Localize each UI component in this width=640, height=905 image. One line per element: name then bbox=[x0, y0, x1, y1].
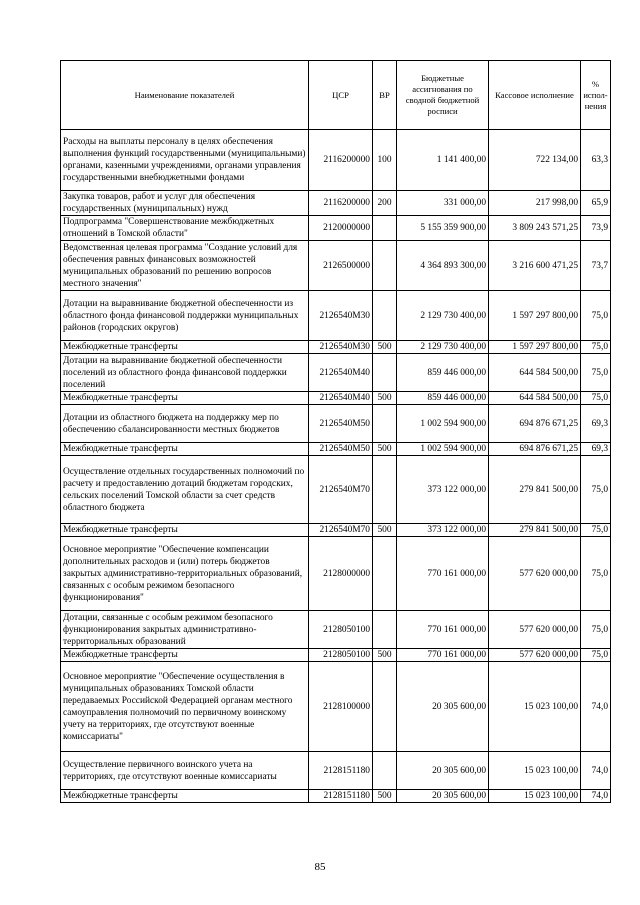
row-allocations: 1 141 400,00 bbox=[397, 130, 489, 191]
row-cash: 15 023 100,00 bbox=[489, 790, 581, 803]
table-row bbox=[61, 405, 611, 443]
row-cash: 279 841 500,00 bbox=[489, 456, 581, 524]
row-name: Основное мероприятие "Обеспечение осуществления в муниципальных образованиях Томской области передаваемых Российской Федерацией органам местного самоуправления полномочий по первичному воинскому учету на территориях, где отсутствуют военные комиссариаты" bbox=[61, 662, 309, 752]
row-percent: 74,0 bbox=[581, 790, 611, 803]
row-name: Межбюджетные трансферты bbox=[61, 341, 309, 354]
row-vr bbox=[373, 354, 397, 392]
row-vr: 500 bbox=[373, 341, 397, 354]
row-vr bbox=[373, 405, 397, 443]
row-percent: 65,9 bbox=[581, 191, 611, 216]
table-row bbox=[61, 216, 611, 241]
row-csr: 2126540М40 bbox=[309, 354, 373, 392]
row-allocations: 770 161 000,00 bbox=[397, 649, 489, 662]
row-csr: 2128000000 bbox=[309, 537, 373, 611]
row-percent: 74,0 bbox=[581, 662, 611, 752]
row-allocations: 859 446 000,00 bbox=[397, 354, 489, 392]
row-allocations: 331 000,00 bbox=[397, 191, 489, 216]
row-percent: 73,9 bbox=[581, 216, 611, 241]
row-csr: 2126540М70 bbox=[309, 456, 373, 524]
row-allocations: 373 122 000,00 bbox=[397, 524, 489, 537]
row-name: Закупка товаров, работ и услуг для обеспечения государственных (муниципальных) нужд bbox=[61, 191, 309, 216]
row-cash: 577 620 000,00 bbox=[489, 611, 581, 649]
row-csr: 2126500000 bbox=[309, 241, 373, 291]
table-row bbox=[61, 752, 611, 790]
row-cash: 1 597 297 800,00 bbox=[489, 291, 581, 341]
row-name: Межбюджетные трансферты bbox=[61, 790, 309, 803]
row-percent: 63,3 bbox=[581, 130, 611, 191]
row-vr: 200 bbox=[373, 191, 397, 216]
row-vr: 500 bbox=[373, 790, 397, 803]
row-allocations: 20 305 600,00 bbox=[397, 662, 489, 752]
row-cash: 644 584 500,00 bbox=[489, 392, 581, 405]
row-percent: 73,7 bbox=[581, 241, 611, 291]
row-percent: 74,0 bbox=[581, 752, 611, 790]
row-name: Дотации на выравнивание бюджетной обеспеченности из областного фонда финансовой поддержки муниципальных районов (городских округов) bbox=[61, 291, 309, 341]
header-vr: ВР bbox=[373, 61, 397, 130]
row-vr bbox=[373, 291, 397, 341]
row-vr bbox=[373, 456, 397, 524]
table-row bbox=[61, 790, 611, 803]
header-cash: Кассовое исполнение bbox=[489, 61, 581, 130]
row-cash: 15 023 100,00 bbox=[489, 752, 581, 790]
row-cash: 279 841 500,00 bbox=[489, 524, 581, 537]
row-allocations: 859 446 000,00 bbox=[397, 392, 489, 405]
table-row bbox=[61, 611, 611, 649]
row-percent: 69,3 bbox=[581, 405, 611, 443]
row-csr: 2128050100 bbox=[309, 611, 373, 649]
row-name: Межбюджетные трансферты bbox=[61, 649, 309, 662]
row-csr: 2116200000 bbox=[309, 191, 373, 216]
row-name: Дотации из областного бюджета на поддержку мер по обеспечению сбалансированности местных бюджетов bbox=[61, 405, 309, 443]
row-allocations: 770 161 000,00 bbox=[397, 537, 489, 611]
table-row bbox=[61, 443, 611, 456]
table-row bbox=[61, 392, 611, 405]
row-allocations: 5 155 359 900,00 bbox=[397, 216, 489, 241]
row-allocations: 2 129 730 400,00 bbox=[397, 291, 489, 341]
header-allocations: Бюджетные ассигнования по сводной бюджетной росписи bbox=[397, 61, 489, 130]
row-percent: 75,0 bbox=[581, 649, 611, 662]
table-row bbox=[61, 537, 611, 611]
row-vr: 500 bbox=[373, 524, 397, 537]
row-allocations: 20 305 600,00 bbox=[397, 790, 489, 803]
row-name: Межбюджетные трансферты bbox=[61, 443, 309, 456]
table-row bbox=[61, 291, 611, 341]
row-name: Дотации, связанные с особым режимом безопасного функционирования закрытых административно-территориальных образований bbox=[61, 611, 309, 649]
row-name: Подпрограмма "Совершенствование межбюджетных отношений в Томской области" bbox=[61, 216, 309, 241]
row-cash: 722 134,00 bbox=[489, 130, 581, 191]
budget-execution-table bbox=[60, 60, 611, 803]
row-allocations: 2 129 730 400,00 bbox=[397, 341, 489, 354]
table-row bbox=[61, 241, 611, 291]
row-allocations: 373 122 000,00 bbox=[397, 456, 489, 524]
row-csr: 2126540М30 bbox=[309, 291, 373, 341]
row-percent: 75,0 bbox=[581, 341, 611, 354]
row-csr: 2126540М40 bbox=[309, 392, 373, 405]
row-csr: 2116200000 bbox=[309, 130, 373, 191]
row-cash: 577 620 000,00 bbox=[489, 537, 581, 611]
row-allocations: 4 364 893 300,00 bbox=[397, 241, 489, 291]
row-name: Межбюджетные трансферты bbox=[61, 524, 309, 537]
row-allocations: 1 002 594 900,00 bbox=[397, 443, 489, 456]
table-row bbox=[61, 191, 611, 216]
row-cash: 694 876 671,25 bbox=[489, 443, 581, 456]
row-cash: 644 584 500,00 bbox=[489, 354, 581, 392]
row-vr bbox=[373, 611, 397, 649]
row-csr: 2126540М50 bbox=[309, 443, 373, 456]
page-number: 85 bbox=[314, 861, 326, 873]
row-percent: 75,0 bbox=[581, 524, 611, 537]
row-csr: 2126540М70 bbox=[309, 524, 373, 537]
row-csr: 2120000000 bbox=[309, 216, 373, 241]
row-percent: 75,0 bbox=[581, 392, 611, 405]
row-percent: 75,0 bbox=[581, 611, 611, 649]
table-row bbox=[61, 524, 611, 537]
row-cash: 577 620 000,00 bbox=[489, 649, 581, 662]
row-percent: 75,0 bbox=[581, 354, 611, 392]
row-csr: 2126540М50 bbox=[309, 405, 373, 443]
row-percent: 69,3 bbox=[581, 443, 611, 456]
row-allocations: 1 002 594 900,00 bbox=[397, 405, 489, 443]
row-percent: 75,0 bbox=[581, 537, 611, 611]
row-cash: 3 216 600 471,25 bbox=[489, 241, 581, 291]
header-csr: ЦСР bbox=[309, 61, 373, 130]
row-csr: 2128151180 bbox=[309, 752, 373, 790]
row-vr bbox=[373, 216, 397, 241]
row-csr: 2126540М30 bbox=[309, 341, 373, 354]
row-allocations: 20 305 600,00 bbox=[397, 752, 489, 790]
row-percent: 75,0 bbox=[581, 291, 611, 341]
table-row bbox=[61, 662, 611, 752]
row-name: Расходы на выплаты персоналу в целях обеспечения выполнения функций государственными (муниципальными) органами, казенными учреждениями, органами управления государственными внебюджетными фондами bbox=[61, 130, 309, 191]
row-csr: 2128151180 bbox=[309, 790, 373, 803]
row-name: Дотации на выравнивание бюджетной обеспеченности поселений из областного фонда финансовой поддержки поселений bbox=[61, 354, 309, 392]
row-vr bbox=[373, 752, 397, 790]
row-name: Основное мероприятие "Обеспечение компенсации дополнительных расходов и (или) потерь бюджетов закрытых административно-территориальных образований, связанных с особым режимом безопасного функционирования" bbox=[61, 537, 309, 611]
row-vr: 100 bbox=[373, 130, 397, 191]
row-vr bbox=[373, 241, 397, 291]
table-header-row bbox=[61, 61, 611, 130]
row-name: Ведомственная целевая программа "Создание условий для обеспечения равных финансовых возможностей муниципальных образований по решению вопросов местного значения" bbox=[61, 241, 309, 291]
row-vr: 500 bbox=[373, 649, 397, 662]
row-percent: 75,0 bbox=[581, 456, 611, 524]
table-row bbox=[61, 649, 611, 662]
header-percent: % испол-нения bbox=[581, 61, 611, 130]
row-vr: 500 bbox=[373, 443, 397, 456]
row-cash: 15 023 100,00 bbox=[489, 662, 581, 752]
row-cash: 694 876 671,25 bbox=[489, 405, 581, 443]
row-vr: 500 bbox=[373, 392, 397, 405]
table-row bbox=[61, 456, 611, 524]
row-name: Межбюджетные трансферты bbox=[61, 392, 309, 405]
row-vr bbox=[373, 662, 397, 752]
table-row bbox=[61, 130, 611, 191]
table-row bbox=[61, 354, 611, 392]
row-vr bbox=[373, 537, 397, 611]
row-csr: 2128050100 bbox=[309, 649, 373, 662]
row-cash: 3 809 243 571,25 bbox=[489, 216, 581, 241]
row-name: Осуществление отдельных государственных полномочий по расчету и предоставлению дотаций бюджетам городских, сельских поселений Томской области за счет средств областного бюджета bbox=[61, 456, 309, 524]
table-row bbox=[61, 341, 611, 354]
row-name: Осуществление первичного воинского учета на территориях, где отсутствуют военные комиссариаты bbox=[61, 752, 309, 790]
row-cash: 1 597 297 800,00 bbox=[489, 341, 581, 354]
row-csr: 2128100000 bbox=[309, 662, 373, 752]
header-name: Наименование показателей bbox=[61, 61, 309, 130]
row-cash: 217 998,00 bbox=[489, 191, 581, 216]
row-allocations: 770 161 000,00 bbox=[397, 611, 489, 649]
